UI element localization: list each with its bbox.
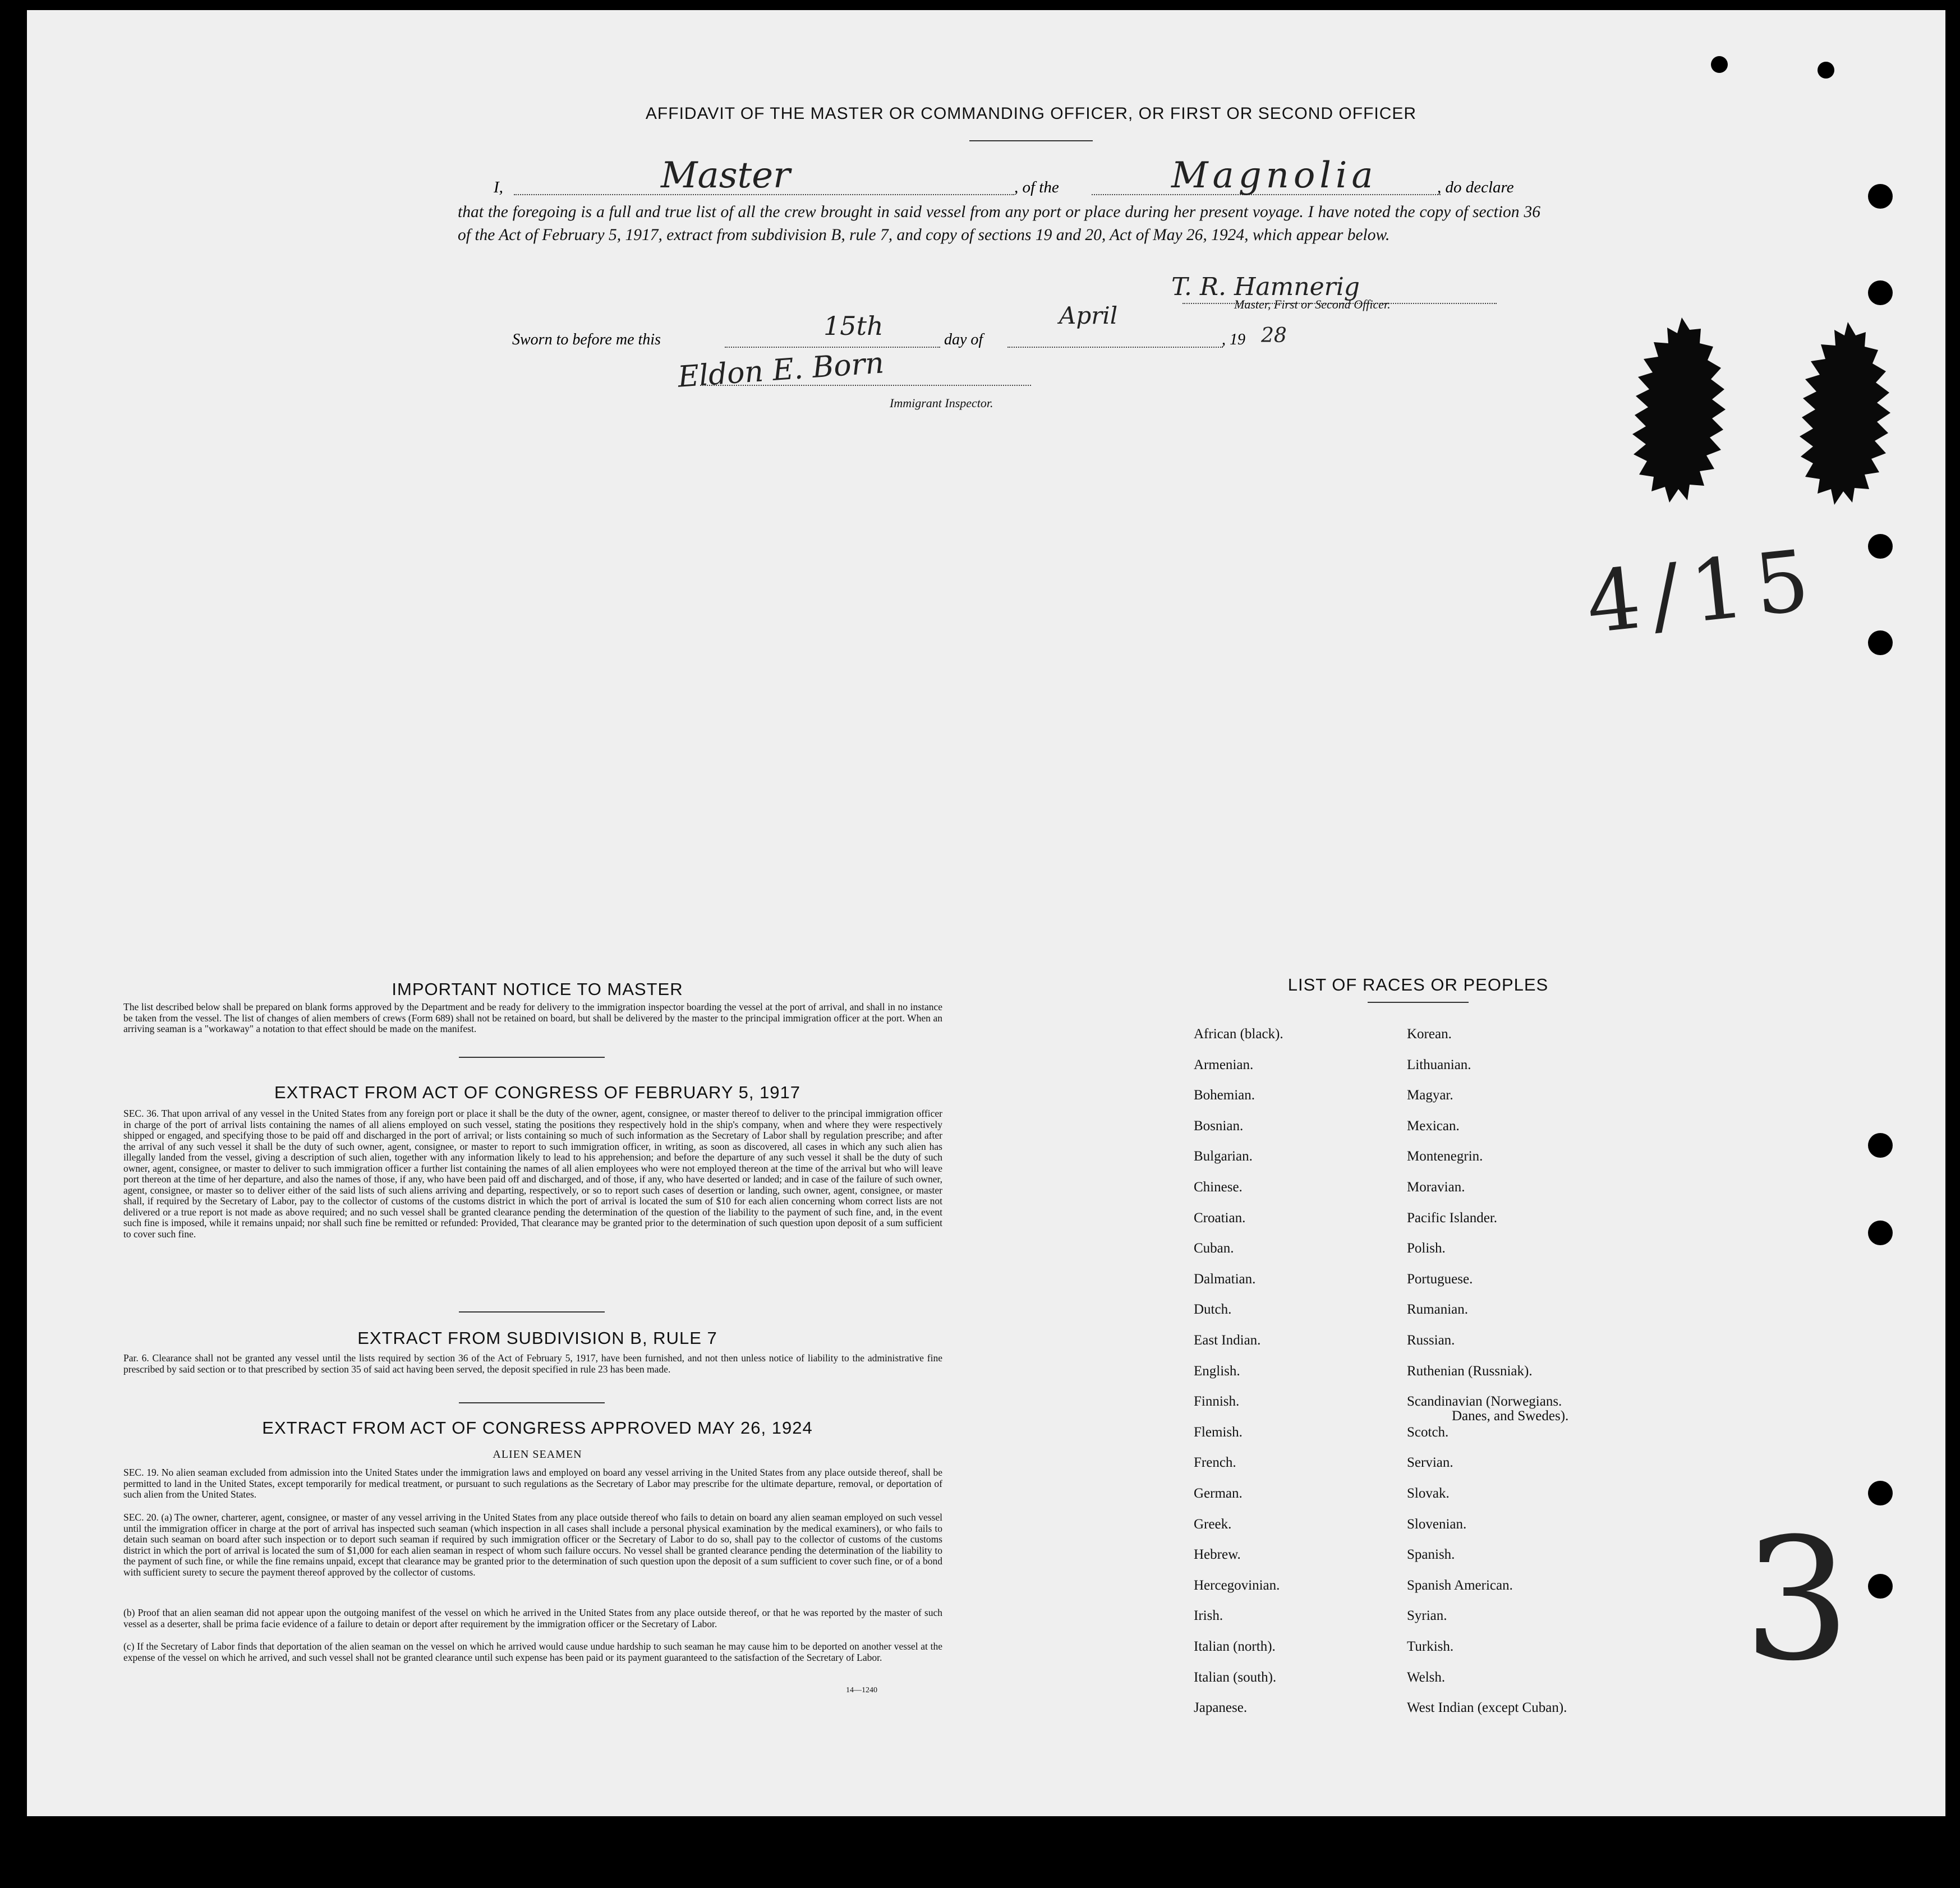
sec20c-text: (c) If the Secretary of Labor finds that deportation of the alien seaman on the vessel on which he arrived would cause undue hardship to such seaman he may cause him to be deported on another vessel at the expense of the vessel on which he arrived, and such vessel shall not be granted clearance until such expense has been paid or its payment guaranteed to the satisfaction of the Secretary of Labor. bbox=[123, 1641, 942, 1663]
notice-title: IMPORTANT NOTICE TO MASTER bbox=[392, 979, 683, 999]
race-item: Servian. bbox=[1407, 1455, 1453, 1471]
affidavit-body: that the foregoing is a full and true list of all the crew brought in said vessel from any port or place during her present voyage. I have noted the copy of section 36 of the Act of February 5, 1917, extract from subdivision B, rule 7, and copy of sections 19 and 20, Act of May 26, 1924, which appear below. bbox=[458, 203, 1540, 244]
punch-hole bbox=[1868, 1221, 1893, 1245]
race-item: West Indian (except Cuban). bbox=[1407, 1700, 1567, 1716]
punch-hole bbox=[1711, 56, 1728, 73]
race-item: Slovenian. bbox=[1407, 1516, 1467, 1532]
race-item: Scandinavian (Norwegians. bbox=[1407, 1394, 1562, 1410]
race-item: Finnish. bbox=[1194, 1394, 1240, 1410]
race-item: Montenegrin. bbox=[1407, 1149, 1483, 1164]
day-of-label: day of bbox=[944, 331, 983, 348]
punch-hole bbox=[1868, 1133, 1893, 1158]
extract-rule7-title: EXTRACT FROM SUBDIVISION B, RULE 7 bbox=[357, 1328, 717, 1348]
races-title: LIST OF RACES OR PEOPLES bbox=[1287, 975, 1549, 994]
race-item: Mexican. bbox=[1407, 1118, 1460, 1134]
sec20a-text: SEC. 20. (a) The owner, charterer, agent, consignee, or master of any vessel arriving in the United States from any place outside thereof who fails to detain on board any alien seaman employed on such vessel until the immigration officer in charge at the port of arrival has inspected such seaman (which inspection in all cases shall include a personal physical examination by the medical examiners), or who fails to detain such seaman on board after such inspection or to deport such seaman if required by such immigration officer or the Secretary of Labor to do so, shall pay to the collector of customs of the customs district in which the port of arrival is located the sum of $1,000 for each alien seaman in respect of whom such failure occurs. No vessel shall be granted clearance pending the determination of the liability to the payment of such fine, or while the fine remains unpaid, except that clearance may be granted prior to the determination of such question upon the deposit of a sum sufficient to cover such fine, or of a bond with sufficient surety to secure the payment thereof approved by the collector of customs. bbox=[123, 1512, 942, 1578]
race-item: Italian (south). bbox=[1194, 1669, 1277, 1685]
punch-hole bbox=[1868, 630, 1893, 655]
race-item: Turkish. bbox=[1407, 1639, 1454, 1654]
affidavit-i: I, bbox=[494, 178, 503, 196]
race-item: French. bbox=[1194, 1455, 1236, 1471]
sec20b-text: (b) Proof that an alien seaman did not appear upon the outgoing manifest of the vessel on which he arrived in the United States from any place outside thereof, or that he was reported by the master of such vessel as a deserter, shall be prima facie evidence of a failure to detain or deport after requirement by the immigration officer or the Secretary of Labor. bbox=[123, 1607, 942, 1629]
day-blank bbox=[725, 347, 940, 348]
punch-hole bbox=[1868, 280, 1893, 305]
race-item: Polish. bbox=[1407, 1241, 1446, 1256]
handwritten-vessel: Magnolia bbox=[1171, 155, 1378, 196]
race-item: Chinese. bbox=[1194, 1180, 1243, 1195]
alien-seamen-subtitle: ALIEN SEAMEN bbox=[493, 1448, 582, 1461]
race-item: Armenian. bbox=[1194, 1057, 1254, 1072]
race-item: Pacific Islander. bbox=[1407, 1210, 1498, 1226]
race-item: Korean. bbox=[1407, 1026, 1452, 1042]
race-item: Dalmatian. bbox=[1194, 1271, 1256, 1287]
race-item: Flemish. bbox=[1194, 1424, 1243, 1440]
extract-1917-rule bbox=[459, 1311, 605, 1313]
handwritten-day: 15th bbox=[823, 311, 884, 341]
race-item: German. bbox=[1194, 1486, 1243, 1501]
master-signature: T. R. Hamnerig bbox=[1171, 273, 1360, 301]
races-rule bbox=[1368, 1002, 1469, 1003]
punch-hole bbox=[1868, 1574, 1893, 1599]
race-item: Scotch. bbox=[1407, 1424, 1449, 1440]
title-rule bbox=[969, 140, 1093, 141]
race-item: Croatian. bbox=[1194, 1210, 1246, 1226]
race-item: Portuguese. bbox=[1407, 1271, 1473, 1287]
affidavit-title: AFFIDAVIT OF THE MASTER OR COMMANDING OFFICER, OR FIRST OR SECOND OFFICER bbox=[645, 104, 1417, 123]
signature-caption: Master, First or Second Officer. bbox=[1234, 297, 1391, 311]
seal-right bbox=[1800, 322, 1895, 507]
race-item: Slovak. bbox=[1407, 1486, 1450, 1501]
race-item: English. bbox=[1194, 1363, 1240, 1379]
race-item: Spanish. bbox=[1407, 1547, 1455, 1563]
handwritten-month: April bbox=[1059, 302, 1118, 329]
race-item: Bulgarian. bbox=[1194, 1149, 1253, 1164]
notice-rule bbox=[459, 1057, 605, 1058]
extract-1917-title: EXTRACT FROM ACT OF CONGRESS OF FEBRUARY 5, 1917 bbox=[274, 1083, 801, 1102]
extract-1924-title: EXTRACT FROM ACT OF CONGRESS APPROVED MAY 26, 1924 bbox=[262, 1418, 813, 1438]
month-blank bbox=[1007, 347, 1223, 348]
punch-hole bbox=[1868, 1481, 1893, 1505]
race-item: Moravian. bbox=[1407, 1180, 1465, 1195]
race-item: Lithuanian. bbox=[1407, 1057, 1471, 1072]
race-item: Syrian. bbox=[1407, 1608, 1447, 1624]
sworn-prefix: Sworn to before me this bbox=[512, 331, 661, 348]
handwritten-year: 28 bbox=[1261, 324, 1287, 347]
handwritten-rank: Master bbox=[661, 155, 790, 196]
seal-left bbox=[1631, 317, 1732, 508]
extract-rule7-rule bbox=[459, 1402, 605, 1403]
punch-hole bbox=[1868, 184, 1893, 209]
affidavit-of-the: , of the bbox=[1014, 178, 1059, 196]
extract-rule7-text: Par. 6. Clearance shall not be granted any vessel until the lists required by section 36 of the Act of February 5, 1917, have been furnished, and not then unless notice of liability to the administrative fine prescribed by said section or to that prescribed by section 35 of said act having been served, the deposit specified in rule 23 has been made. bbox=[123, 1352, 942, 1375]
sec19-text: SEC. 19. No alien seaman excluded from admission into the United States under the immigration laws and employed on board any vessel arriving in the United States from any place outside thereof, shall be permitted to land in the United States, except temporarily for medical treatment, or pursuant to such regulations as the Secretary of Labor may prescribe for the ultimate departure, removal, or deportation of such alien from the United States. bbox=[123, 1467, 942, 1500]
race-item: Rumanian. bbox=[1407, 1302, 1469, 1318]
race-item: African (black). bbox=[1194, 1026, 1283, 1042]
race-item: Cuban. bbox=[1194, 1241, 1234, 1256]
race-item: Japanese. bbox=[1194, 1700, 1248, 1716]
race-item: Irish. bbox=[1194, 1608, 1223, 1624]
race-item: Russian. bbox=[1407, 1333, 1455, 1348]
race-item: Magyar. bbox=[1407, 1088, 1453, 1103]
race-item: Danes, and Swedes). bbox=[1452, 1408, 1569, 1424]
affidavit-do-declare: , do declare bbox=[1437, 178, 1514, 196]
race-item: East Indian. bbox=[1194, 1333, 1261, 1348]
race-item: Ruthenian (Russniak). bbox=[1407, 1363, 1533, 1379]
margin-date-note: 4/15 bbox=[1582, 531, 1825, 653]
notice-text: The list described below shall be prepared on blank forms approved by the Department and be ready for delivery to the immigration inspector boarding the vessel at the port of arrival, and shall in no instance be taken from the vessel. The list of changes of alien members of crews (Form 689) shall not be retained on board, but shall be delivered by the master to the principal immigration officer at the port. When an arriving seaman is a "workaway" a notation to that effect should be made on the manifest. bbox=[123, 1001, 942, 1034]
race-item: Greek. bbox=[1194, 1516, 1232, 1532]
extract-1917-text: SEC. 36. That upon arrival of any vessel in the United States from any foreign port or place it shall be the duty of the owner, agent, consignee, or master thereof to deliver to the principal immigration officer in charge of the port of arrival lists containing the names of all aliens employed on such vessel, stating the positions they respectively hold in the ship's company, when and where they were respectively shipped or engaged, and specifying those to be paid off and discharged in the port of arrival; or lists containing so much of such information as the Secretary of Labor shall by regulation prescribe; and after the arrival of any such vessel it shall be the duty of such owner, agent, consignee, or master to report to such immigration officer, in writing, as soon as discovered, all cases in which any such alien has illegally landed from the vessel, giving a description of such alien, together with any information likely to lead to his apprehension; and before the departure of any such vessel it shall be the duty of such owner, agent, consignee, or master to deliver to such immigration officer a further list containing the names of all alien employees who were not employed thereon at the time of the arrival but who will leave port thereon at the time of her departure, and also the names of those, if any, who have been paid off and discharged, and of those, if any, who have deserted or landed; and in case of the failure of such owner, agent, consignee, or master so to deliver either of the said lists of such aliens arriving and departing, respectively, or so to report such cases of desertion or landing, such owner, agent, consignee, or master shall, if required by the Secretary of Labor, pay to the collector of customs of the customs district in which the port of arrival is located the sum of $10 for each alien concerning whom correct lists are not delivered or a true report is not made as above required; and no such vessel shall be granted clearance pending the determination of the question of the liability to the payment of such fine, and, in the event such fine is imposed, while it remains unpaid; nor shall such fine be remitted or refunded: Provided, That clearance may be granted prior to the determination of such question upon deposit of a sum sufficient to cover such fine. bbox=[123, 1108, 942, 1240]
year-prefix: , 19 bbox=[1222, 331, 1245, 348]
race-item: Bohemian. bbox=[1194, 1088, 1255, 1103]
race-item: Italian (north). bbox=[1194, 1639, 1276, 1654]
inspector-line bbox=[700, 385, 1031, 386]
inspector-signature: Eldon E. Born bbox=[677, 346, 885, 394]
document-page bbox=[27, 10, 1945, 1816]
inspector-caption: Immigrant Inspector. bbox=[890, 396, 993, 410]
race-item: Bosnian. bbox=[1194, 1118, 1244, 1134]
form-number: 14—1240 bbox=[846, 1686, 877, 1694]
race-item: Dutch. bbox=[1194, 1302, 1232, 1318]
race-item: Hercegovinian. bbox=[1194, 1577, 1280, 1593]
race-item: Spanish American. bbox=[1407, 1577, 1513, 1593]
race-item: Welsh. bbox=[1407, 1669, 1446, 1685]
punch-hole bbox=[1818, 62, 1834, 79]
race-item: Hebrew. bbox=[1194, 1547, 1241, 1563]
margin-page-number: 3 bbox=[1743, 1502, 1851, 1698]
punch-hole bbox=[1868, 534, 1893, 559]
